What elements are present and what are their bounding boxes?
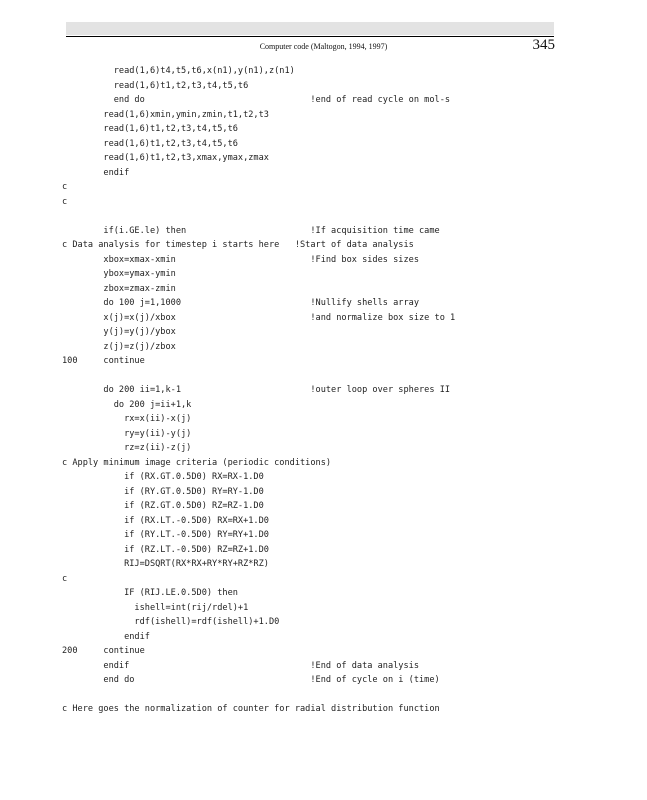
code-line: c Apply minimum image criteria (periodic conditions) (62, 457, 332, 468)
code-line (62, 369, 455, 384)
code-line: read(1,6)t1,t2,t3,t4,t5,t6 (62, 138, 238, 149)
code-line: c (62, 182, 68, 192)
page-number: 345 (532, 37, 555, 53)
code-line: c (62, 196, 68, 207)
header-rule (66, 36, 554, 37)
code-line: rx=x(ii)-x(j) (62, 414, 192, 424)
code-line: end do !end of read cycle on mol-s (62, 95, 451, 105)
code-line: endif (62, 167, 130, 178)
code-line: rz=z(ii)-z(j) (62, 443, 192, 453)
code-line: zbox=zmax-zmin (62, 283, 176, 294)
code-line: do 100 j=1,1000 !Nullify shells array (62, 298, 419, 308)
code-line: ybox=ymax-ymin (62, 269, 176, 279)
code-line: ishell=int(rij/rdel)+1 (62, 602, 249, 613)
code-line: ry=y(ii)-y(j) (62, 428, 192, 439)
running-head: Computer code (Maltogon, 1994, 1997) (259, 42, 388, 51)
code-line: IF (RIJ.LE.0.5D0) then (62, 588, 238, 598)
code-line: if (RX.LT.-0.5D0) RX=RX+1.D0 (62, 515, 269, 526)
code-line: c (62, 573, 68, 584)
code-line: c Here goes the normalization of counter for radial distribution function (62, 704, 440, 714)
code-line: if (RX.GT.0.5D0) RX=RX-1.D0 (62, 472, 264, 482)
code-line: RIJ=DSQRT(RX*RX+RY*RY+RZ*RZ) (62, 559, 269, 569)
code-line: if (RY.GT.0.5D0) RY=RY-1.D0 (62, 486, 264, 497)
code-line: 200 continue (62, 646, 145, 656)
code-line: read(1,6)xmin,ymin,zmin,t1,t2,t3 (62, 109, 269, 120)
code-line: read(1,6)t1,t2,t3,t4,t5,t6 (62, 124, 238, 134)
code-line: c Data analysis for timestep i starts here !Start of data analysis (62, 240, 414, 250)
code-line: rdf(ishell)=rdf(ishell)+1.D0 (62, 617, 280, 627)
code-line: read(1,6)t4,t5,t6,x(n1),y(n1),z(n1) (62, 66, 295, 76)
code-line: endif !End of data analysis (62, 660, 419, 671)
code-line: x(j)=x(j)/xbox !and normalize box size to 1 (62, 312, 456, 323)
code-line: read(1,6)t1,t2,t3,t4,t5,t6 (62, 80, 249, 91)
code-listing (62, 64, 455, 717)
code-line (62, 688, 455, 703)
code-line: endif (62, 631, 150, 642)
code-line: if(i.GE.le) then !If acquisition time came (62, 225, 440, 236)
code-line: 100 continue (62, 356, 145, 366)
code-line: if (RY.LT.-0.5D0) RY=RY+1.D0 (62, 530, 269, 540)
code-line: if (RZ.LT.-0.5D0) RZ=RZ+1.D0 (62, 544, 269, 555)
code-line: do 200 j=ii+1,k (62, 399, 192, 410)
code-line: if (RZ.GT.0.5D0) RZ=RZ-1.D0 (62, 501, 264, 511)
code-line: read(1,6)t1,t2,t3,xmax,ymax,zmax (62, 153, 269, 163)
code-line: end do !End of cycle on i (time) (62, 675, 440, 685)
header-band (66, 22, 554, 35)
code-line: do 200 ii=1,k-1 !outer loop over spheres II (62, 385, 451, 395)
code-line: y(j)=y(j)/ybox (62, 327, 176, 337)
code-line: xbox=xmax-xmin !Find box sides sizes (62, 254, 419, 265)
code-line: z(j)=z(j)/zbox (62, 341, 176, 352)
code-line (62, 209, 455, 224)
